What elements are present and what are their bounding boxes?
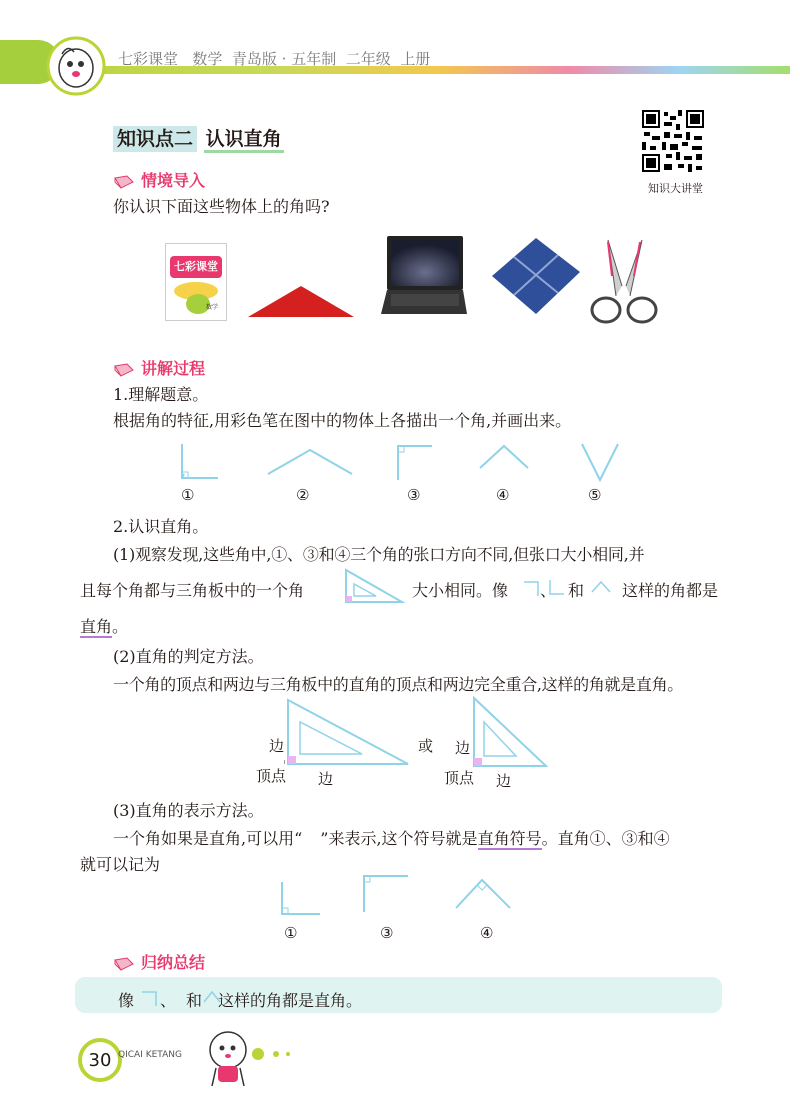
book-cover-tag: 数学 bbox=[206, 304, 219, 311]
judge-text: 一个角的顶点和两边与三角板中的直角的顶点和两边完全重合,这样的角就是直角。 bbox=[113, 675, 683, 694]
angle-5 bbox=[582, 444, 618, 480]
diagram-right-side-label: 边 bbox=[455, 739, 471, 757]
diagram-right-vertex-label: 顶点 bbox=[444, 769, 475, 787]
observation-and: 和 bbox=[568, 581, 585, 600]
notation-title: (3)直角的表示方法。 bbox=[113, 801, 264, 820]
observation-line3: 直角。 bbox=[80, 617, 129, 636]
page-number: 30 bbox=[78, 1038, 122, 1082]
diagram-left-vertex-label: 顶点 bbox=[256, 767, 287, 785]
diagram-left-side-label: 边 bbox=[269, 737, 285, 755]
observation-line2c: 这样的角都是 bbox=[622, 581, 719, 600]
diagram-or-label: 或 bbox=[418, 737, 434, 755]
mascot-footer-icon bbox=[200, 1028, 256, 1092]
right-angle-4-icon bbox=[590, 578, 612, 594]
section-process-heading: 讲解过程 bbox=[113, 356, 205, 379]
step1-text: 根据角的特征,用彩色笔在图中的物体上各描出一个角,并画出来。 bbox=[113, 411, 572, 430]
diagram-right-bottom-side-label: 边 bbox=[496, 772, 512, 790]
qr-label: 知识大讲堂 bbox=[648, 182, 703, 195]
triangle-ruler-small-icon bbox=[342, 566, 406, 606]
right-angle-3-icon bbox=[522, 578, 542, 596]
book-icon bbox=[113, 174, 135, 190]
observation-sep: 、 bbox=[540, 581, 557, 600]
summary-text-b: 这样的角都是直角。 bbox=[218, 991, 363, 1010]
book-cover-image bbox=[165, 243, 227, 321]
term-right-angle: 直角 bbox=[80, 617, 113, 636]
angle-label-4: ④ bbox=[496, 486, 510, 504]
qr-code-icon[interactable] bbox=[640, 108, 706, 174]
angle-4 bbox=[480, 446, 528, 468]
summary-sep: 、 bbox=[160, 991, 177, 1010]
angle-drawings bbox=[170, 440, 630, 486]
angle-label-5: ⑤ bbox=[588, 486, 602, 504]
angle-1 bbox=[182, 444, 218, 478]
marked-label-4: ④ bbox=[480, 924, 494, 942]
observation-line1: (1)观察发现,这些角中,①、③和④三个角的张口方向不同,但张口大小相同,并 bbox=[113, 545, 645, 564]
angle-label-2: ② bbox=[296, 486, 310, 504]
header-title: 七彩课堂 数学 青岛版 · 五年制 二年级 上册 bbox=[118, 50, 431, 68]
red-triangle-image bbox=[246, 283, 356, 319]
angle-3 bbox=[398, 446, 432, 480]
notation-line2: 就可以记为 bbox=[80, 855, 161, 874]
marked-right-angles bbox=[270, 868, 530, 918]
blue-tile-image bbox=[490, 236, 582, 316]
mascot-head-icon bbox=[46, 34, 108, 98]
summary-right-angle-3-icon bbox=[140, 988, 160, 1006]
footer-brand: QICAI KETANG bbox=[118, 1050, 182, 1060]
angle-label-1: ① bbox=[181, 486, 195, 504]
laptop-image bbox=[379, 234, 469, 318]
marked-label-1: ① bbox=[284, 924, 298, 942]
book-icon bbox=[113, 956, 135, 972]
marked-label-3: ③ bbox=[380, 924, 394, 942]
section-intro-heading: 情境导入 bbox=[113, 168, 205, 191]
section-summary-heading: 归纳总结 bbox=[113, 950, 205, 973]
summary-and: 和 bbox=[186, 991, 203, 1010]
book-icon bbox=[113, 362, 135, 378]
step1-title: 1.理解题意。 bbox=[113, 385, 209, 404]
footer-dots bbox=[250, 1046, 300, 1062]
intro-question: 你认识下面这些物体上的角吗? bbox=[113, 197, 330, 216]
angle-label-3: ③ bbox=[407, 486, 421, 504]
knowledge-point-title: 知识点二 认识直角 bbox=[113, 124, 284, 151]
ruler-diagram-right bbox=[470, 694, 550, 770]
judge-title: (2)直角的判定方法。 bbox=[113, 647, 264, 666]
ruler-diagram-left bbox=[284, 696, 414, 768]
notation-line1: 一个角如果是直角,可以用“ ”来表示,这个符号就是直角符号。直角①、③和④ bbox=[113, 829, 670, 848]
right-angle-1-icon bbox=[548, 578, 566, 596]
diagram-left-bottom-side-label: 边 bbox=[318, 770, 334, 788]
observation-line2b: 大小相同。像 bbox=[412, 581, 509, 600]
angle-2 bbox=[268, 450, 352, 474]
summary-text-a: 像 bbox=[118, 991, 135, 1010]
observation-line2a: 且每个角都与三角板中的一个角 bbox=[80, 581, 305, 600]
book-cover-title: 七彩课堂 bbox=[170, 256, 222, 278]
term-right-angle-symbol: 直角符号 bbox=[477, 829, 542, 848]
step2-title: 2.认识直角。 bbox=[113, 517, 209, 536]
scissors-image bbox=[586, 236, 662, 328]
